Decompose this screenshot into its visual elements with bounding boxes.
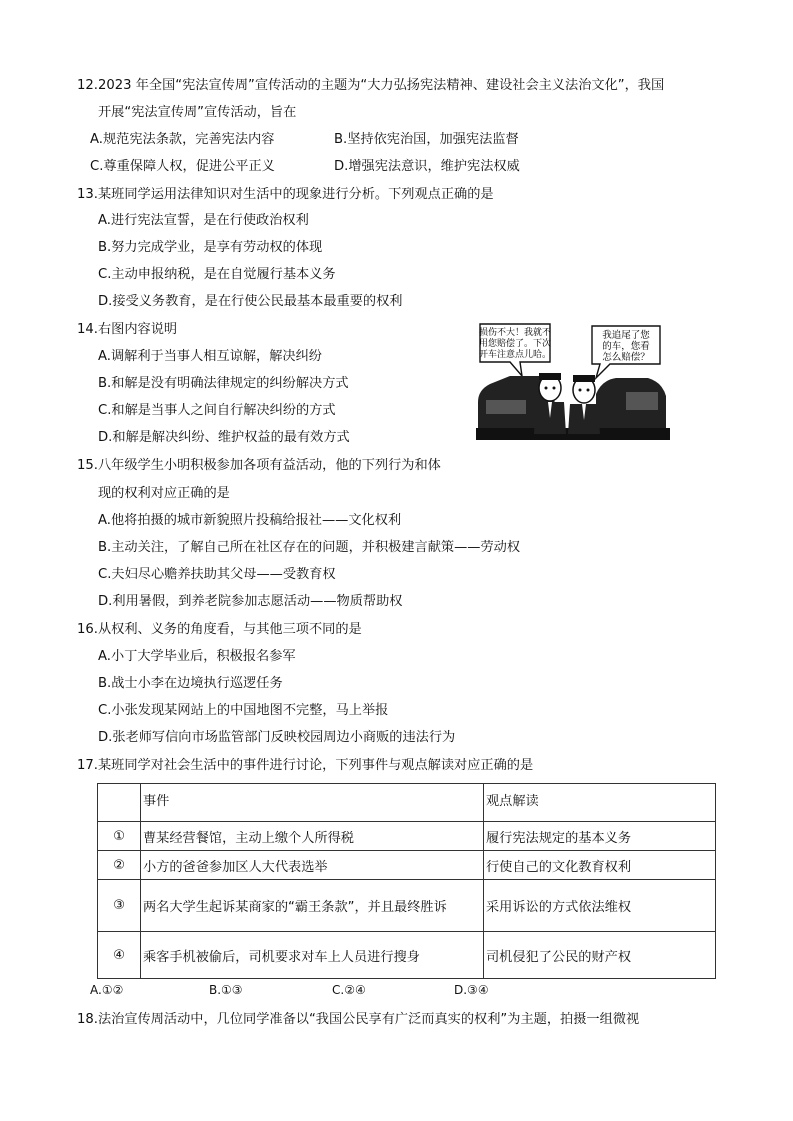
header-view: 观点解读 bbox=[484, 784, 716, 822]
q13-option-b: B.努力完成学业，是享有劳动权的体现 bbox=[98, 240, 323, 255]
q16-option-a: A.小丁大学毕业后，积极报名参军 bbox=[98, 649, 296, 664]
q17-answer-c: C.②④ bbox=[332, 983, 366, 997]
table-header-row bbox=[98, 784, 716, 822]
q12-stem-line2: 开展“宪法宣传周”宣传活动，旨在 bbox=[98, 105, 297, 120]
q12-option-a: A.规范宪法条款，完善宪法内容 bbox=[90, 132, 275, 147]
q14-option-b: B.和解是没有明确法律规定的纠纷解决方式 bbox=[98, 376, 349, 391]
q13-option-a: A.进行宪法宣誓，是在行使政治权利 bbox=[98, 213, 309, 228]
q12-option-c: C.尊重保障人权，促进公平正义 bbox=[90, 159, 275, 174]
q15-stem-line2: 现的权利对应正确的是 bbox=[98, 486, 230, 501]
bubble-left-line2: 用您赔偿了。下次 bbox=[478, 339, 552, 349]
bubble-right-line2: 的车，您看 bbox=[602, 341, 650, 352]
row-num: ① bbox=[98, 822, 141, 851]
row-num: ④ bbox=[98, 932, 141, 979]
row-num: ② bbox=[98, 851, 141, 880]
q16-option-c: C.小张发现某网站上的中国地图不完整，马上举报 bbox=[98, 703, 389, 718]
q12-stem-line1: 12.2023 年全国“宪法宣传周”宣传活动的主题为“大力弘扬宪法精神、建设社会主义法治文化”，我国 bbox=[77, 78, 665, 93]
row-event: 乘客手机被偷后，司机要求对车上人员进行搜身 bbox=[141, 932, 484, 979]
q18-stem-line1: 18.法治宣传周活动中，几位同学准备以“我国公民享有广泛而真实的权利”为主题，拍摄一组微视 bbox=[77, 1012, 640, 1027]
q13-option-d: D.接受义务教育，是在行使公民最基本最重要的权利 bbox=[98, 294, 403, 309]
q14-option-c: C.和解是当事人之间自行解决纠纷的方式 bbox=[98, 403, 336, 418]
q15-option-d: D.利用暑假，到养老院参加志愿活动——物质帮助权 bbox=[98, 594, 403, 609]
table-row bbox=[98, 851, 716, 880]
q16-stem: 16.从权利、义务的角度看，与其他三项不同的是 bbox=[77, 622, 362, 637]
q17-stem: 17.某班同学对社会生活中的事件进行讨论，下列事件与观点解读对应正确的是 bbox=[77, 758, 534, 773]
q17-events-table bbox=[97, 783, 716, 979]
bubble-left-line3: 开车注意点儿哈。 bbox=[478, 350, 552, 360]
q15-option-c: C.夫妇尽心赡养扶助其父母——受教育权 bbox=[98, 567, 336, 582]
table-row bbox=[98, 932, 716, 979]
header-num-cell bbox=[98, 784, 141, 822]
q12-option-d: D.增强宪法意识，维护宪法权威 bbox=[334, 159, 520, 174]
man-right-illustration bbox=[568, 375, 600, 434]
q17-answer-b: B.①③ bbox=[209, 983, 243, 997]
row-event: 小方的爸爸参加区人大代表选举 bbox=[141, 851, 484, 880]
q15-option-a: A.他将拍摄的城市新貌照片投稿给报社——文化权利 bbox=[98, 513, 402, 528]
q17-answer-d: D.③④ bbox=[454, 983, 489, 997]
q14-option-d: D.和解是解决纠纷、维护权益的最有效方式 bbox=[98, 430, 350, 445]
bubble-right-line3: 怎么赔偿？ bbox=[602, 352, 650, 363]
row-view: 司机侵犯了公民的财产权 bbox=[484, 932, 716, 979]
table-row bbox=[98, 822, 716, 851]
q13-stem: 13.某班同学运用法律知识对生活中的现象进行分析。下列观点正确的是 bbox=[77, 187, 494, 202]
row-num: ③ bbox=[98, 880, 141, 932]
q12-option-b: B.坚持依宪治国，加强宪法监督 bbox=[334, 132, 519, 147]
row-view: 行使自己的文化教育权利 bbox=[484, 851, 716, 880]
q15-stem-line1: 15.八年级学生小明积极参加各项有益活动，他的下列行为和体 bbox=[77, 458, 441, 473]
row-view: 采用诉讼的方式依法维权 bbox=[484, 880, 716, 932]
q14-option-a: A.调解利于当事人相互谅解，解决纠纷 bbox=[98, 349, 322, 364]
row-view: 履行宪法规定的基本义务 bbox=[484, 822, 716, 851]
table-row bbox=[98, 880, 716, 932]
header-event: 事件 bbox=[141, 784, 484, 822]
bubble-right-line1: 我追尾了您 bbox=[602, 330, 650, 341]
q17-answer-a: A.①② bbox=[90, 983, 124, 997]
q14-stem: 14.右图内容说明 bbox=[77, 322, 178, 337]
row-event: 两名大学生起诉某商家的“霸王条款”，并且最终胜诉 bbox=[141, 880, 484, 932]
q13-option-c: C.主动申报纳税，是在自觉履行基本义务 bbox=[98, 267, 336, 282]
q16-option-b: B.战士小李在边境执行巡逻任务 bbox=[98, 676, 283, 691]
q15-option-b: B.主动关注，了解自己所在社区存在的问题，并积极建言献策——劳动权 bbox=[98, 540, 521, 555]
q14-cartoon bbox=[476, 322, 670, 440]
row-event: 曹某经营餐馆，主动上缴个人所得税 bbox=[141, 822, 484, 851]
bubble-left-line1: 损伤不大！我就不 bbox=[478, 328, 552, 338]
q16-option-d: D.张老师写信向市场监管部门反映校园周边小商贩的违法行为 bbox=[98, 730, 456, 745]
